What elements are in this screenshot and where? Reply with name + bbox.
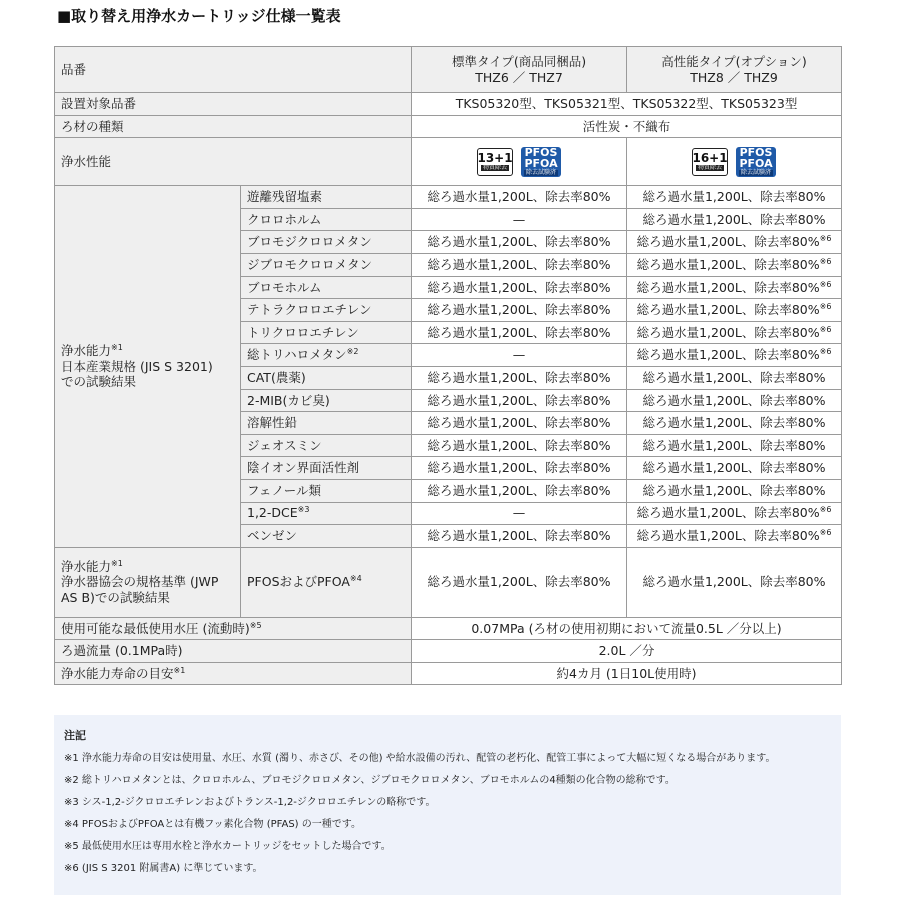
value-text: 総ろ過水量1,200L、除去率80% [636, 347, 820, 363]
jwpa-substance-name [241, 547, 412, 617]
value-text: 総ろ過水量1,200L、除去率80% [636, 302, 820, 318]
pfos-pfoa-badge [521, 147, 561, 177]
min-pressure-value: 0.07MPa (ろ材の使用初期において流量0.5L ／分以上) [412, 617, 842, 640]
high-performance-value [627, 276, 842, 299]
notes-title: 注記 [64, 729, 86, 742]
standard-value: 総ろ過水量1,200L、除去率80% [412, 276, 627, 299]
high-performance-value [627, 366, 842, 389]
filter-material-label: ろ材の種類 [55, 115, 412, 138]
jwpa-label-line2: 浄水器協会の規格基準 (JWP [61, 574, 219, 590]
standard-value: 総ろ過水量1,200L、除去率80% [412, 389, 627, 412]
note-2: ※2 総トリハロメタンとは、クロロホルム、ブロモジクロロメタン、ジブロモクロロメタン、ブロモホルムの4種類の化合物の総称です。 [64, 775, 675, 786]
substance-footnote: ※3 [297, 505, 310, 515]
jwpa-group-label [55, 547, 241, 617]
badge-tested-text: 除去試験済 [526, 168, 557, 176]
jis-group-label [55, 186, 241, 548]
value-footnote: ※6 [819, 505, 832, 515]
high-performance-value [627, 434, 842, 457]
badge-count: 13+1 [477, 150, 513, 165]
substance-name [241, 457, 412, 480]
high-performance-type-header [627, 47, 842, 93]
substance-text: 1,2-DCE [247, 505, 298, 521]
standard-value: 総ろ過水量1,200L、除去率80% [412, 299, 627, 322]
high-performance-badges [627, 138, 842, 186]
jwpa-label-footnote: ※1 [111, 558, 123, 568]
value-footnote: ※6 [819, 301, 832, 311]
value-text: 総ろ過水量1,200L、除去率80% [642, 460, 826, 476]
substance-text: ベンゼン [247, 528, 298, 544]
high-performance-value [627, 208, 842, 231]
substance-text: 陰イオン界面活性剤 [247, 460, 360, 476]
substance-name [241, 412, 412, 435]
lifespan-value: 約4カ月 (1日10L使用時) [412, 662, 842, 685]
substance-removal-badge [692, 148, 728, 176]
purification-label: 浄水性能 [55, 138, 412, 186]
value-text: 総ろ過水量1,200L、除去率80% [636, 279, 820, 295]
high-performance-value [627, 299, 842, 322]
jwpa-test-row [55, 547, 842, 617]
substance-name [241, 389, 412, 412]
badge-pfos-text: PFOS [524, 145, 558, 159]
value-footnote: ※6 [819, 527, 832, 537]
standard-value: 総ろ過水量1,200L、除去率80% [412, 479, 627, 502]
substance-name [241, 525, 412, 548]
lifespan-row [55, 662, 842, 685]
note-1: ※1 浄水能力寿命の目安は使用量、水圧、水質 (濁り、赤さび、その他) や給水設備の汚れ、配管の老朽化、配管工事によって大幅に短くなる場合があります。 [64, 753, 776, 764]
substance-text: 総トリハロメタン [247, 347, 347, 363]
jis-label-line1: 浄水能力 [61, 343, 112, 358]
standard-value: 総ろ過水量1,200L、除去率80% [412, 434, 627, 457]
min-pressure-row [55, 617, 842, 640]
substance-text: テトラクロロエチレン [247, 302, 372, 318]
badge-pfoa-text: PFOA [739, 156, 773, 170]
model-number-label: 品番 [55, 47, 412, 93]
min-pressure-label [55, 617, 412, 640]
substance-text: トリクロロエチレン [247, 324, 359, 340]
badge-count: 16+1 [692, 150, 728, 165]
note-4: ※4 PFOSおよびPFOAとは有機フッ素化合物 (PFAS) の一種です。 [64, 819, 361, 830]
standard-value: 総ろ過水量1,200L、除去率80% [412, 321, 627, 344]
substance-name [241, 208, 412, 231]
filter-material-value: 活性炭・不織布 [412, 115, 842, 138]
substance-removal-badge [477, 148, 513, 176]
high-performance-value [627, 479, 842, 502]
jis-label-footnote: ※1 [111, 342, 123, 352]
jwpa-high-performance-value: 総ろ過水量1,200L、除去率80% [627, 547, 842, 617]
standard-badges [412, 138, 627, 186]
badge-pfos-text: PFOS [739, 145, 773, 159]
substance-name [241, 502, 412, 525]
value-text: 総ろ過水量1,200L、除去率80% [642, 437, 826, 453]
notes-box [54, 715, 841, 895]
substance-name [241, 299, 412, 322]
substance-text: ブロモジクロロメタン [247, 234, 372, 250]
note-5: ※5 最低使用水圧は専用水栓と浄水カートリッジをセットした場合です。 [64, 841, 391, 852]
substance-name [241, 231, 412, 254]
value-text: 総ろ過水量1,200L、除去率80% [636, 256, 820, 272]
value-text: 総ろ過水量1,200L、除去率80% [636, 234, 820, 250]
value-footnote: ※6 [819, 347, 832, 357]
substance-name [241, 434, 412, 457]
badge-pfoa-text: PFOA [524, 156, 558, 170]
value-text: 総ろ過水量1,200L、除去率80% [642, 211, 826, 227]
pfos-pfoa-badge [736, 147, 776, 177]
high-performance-value [627, 525, 842, 548]
header-row [55, 47, 842, 93]
note-6: ※6 (JIS S 3201 附属書A) に準じています。 [64, 863, 263, 874]
min-pressure-label-text: 使用可能な最低使用水圧 (流動時) [61, 620, 250, 636]
standard-value: — [412, 208, 627, 231]
install-target-label: 設置対象品番 [55, 93, 412, 116]
high-performance-type-name: 高性能タイプ(オプション) [661, 53, 807, 69]
badge-caption: 物質除去 [483, 163, 508, 171]
high-performance-value [627, 321, 842, 344]
badge-caption: 物質除去 [698, 163, 723, 171]
standard-value: 総ろ過水量1,200L、除去率80% [412, 457, 627, 480]
substance-text: CAT(農薬) [247, 369, 306, 385]
substance-name [241, 366, 412, 389]
value-text: 総ろ過水量1,200L、除去率80% [642, 392, 826, 408]
high-performance-value [627, 186, 842, 209]
substance-footnote: ※2 [346, 347, 359, 357]
value-footnote: ※6 [819, 234, 832, 244]
value-footnote: ※6 [819, 256, 832, 266]
value-text: 総ろ過水量1,200L、除去率80% [636, 528, 820, 544]
substance-text: 溶解性鉛 [247, 415, 298, 431]
standard-type-header [412, 47, 627, 93]
min-pressure-footnote: ※5 [249, 620, 262, 630]
substance-text: 2-MIB(カビ臭) [247, 392, 330, 408]
standard-type-name: 標準タイプ(商品同梱品) [451, 53, 587, 69]
standard-value: 総ろ過水量1,200L、除去率80% [412, 231, 627, 254]
high-performance-value [627, 412, 842, 435]
jwpa-label-line1: 浄水能力 [61, 558, 112, 574]
substance-text: ブロモホルム [247, 279, 322, 295]
standard-value: — [412, 344, 627, 367]
install-target-row [55, 93, 842, 116]
jwpa-label-line3: AS B)での試験結果 [61, 590, 170, 605]
value-text: 総ろ過水量1,200L、除去率80% [636, 324, 820, 340]
standard-type-models: THZ6 ／ THZ7 [475, 69, 563, 85]
standard-value: — [412, 502, 627, 525]
substance-footnote: ※4 [349, 574, 362, 584]
substance-name [241, 321, 412, 344]
value-footnote: ※6 [819, 279, 832, 289]
value-text: 総ろ過水量1,200L、除去率80% [636, 505, 820, 521]
substance-name [241, 186, 412, 209]
flow-rate-label: ろ過流量 (0.1MPa時) [55, 640, 412, 663]
jis-label-line3: での試験結果 [61, 374, 137, 390]
value-text: 総ろ過水量1,200L、除去率80% [642, 369, 826, 385]
high-performance-value [627, 344, 842, 367]
badge-tested-text: 除去試験済 [741, 168, 772, 176]
high-performance-value [627, 389, 842, 412]
high-performance-value [627, 457, 842, 480]
flow-rate-row [55, 640, 842, 663]
substance-name [241, 479, 412, 502]
note-3: ※3 シス-1,2-ジクロロエチレンおよびトランス-1,2-ジクロロエチレンの略称です。 [64, 797, 436, 808]
high-performance-type-models: THZ8 ／ THZ9 [690, 69, 778, 85]
substance-text: フェノール類 [247, 482, 322, 498]
purification-row [55, 138, 842, 186]
high-performance-value [627, 502, 842, 525]
substance-text: PFOSおよびPFOA [247, 574, 350, 590]
substance-name [241, 276, 412, 299]
substance-text: 遊離残留塩素 [247, 189, 323, 205]
value-text: 総ろ過水量1,200L、除去率80% [642, 482, 826, 498]
substance-text: ジブロモクロロメタン [247, 256, 373, 272]
substance-name [241, 344, 412, 367]
value-text: 総ろ過水量1,200L、除去率80% [642, 415, 826, 431]
standard-value: 総ろ過水量1,200L、除去率80% [412, 525, 627, 548]
flow-rate-value: 2.0L ／分 [412, 640, 842, 663]
filter-material-row [55, 115, 842, 138]
value-text: 総ろ過水量1,200L、除去率80% [642, 189, 826, 205]
standard-value: 総ろ過水量1,200L、除去率80% [412, 253, 627, 276]
jis-test-row [55, 186, 842, 209]
high-performance-value [627, 253, 842, 276]
lifespan-label [55, 662, 412, 685]
standard-value: 総ろ過水量1,200L、除去率80% [412, 366, 627, 389]
value-footnote: ※6 [819, 324, 832, 334]
standard-value: 総ろ過水量1,200L、除去率80% [412, 412, 627, 435]
install-target-value: TKS05320型、TKS05321型、TKS05322型、TKS05323型 [412, 93, 842, 116]
jis-label-line2: 日本産業規格 (JIS S 3201) [61, 358, 213, 374]
high-performance-value [627, 231, 842, 254]
substance-text: クロロホルム [247, 211, 322, 227]
lifespan-label-text: 浄水能力寿命の目安 [61, 665, 174, 681]
page-title: ■取り替え用浄水カートリッジ仕様一覧表 [57, 7, 341, 25]
jwpa-standard-value: 総ろ過水量1,200L、除去率80% [412, 547, 627, 617]
spec-table [54, 46, 842, 685]
substance-name [241, 253, 412, 276]
lifespan-footnote: ※1 [173, 665, 186, 675]
standard-value: 総ろ過水量1,200L、除去率80% [412, 186, 627, 209]
substance-text: ジェオスミン [247, 437, 322, 453]
